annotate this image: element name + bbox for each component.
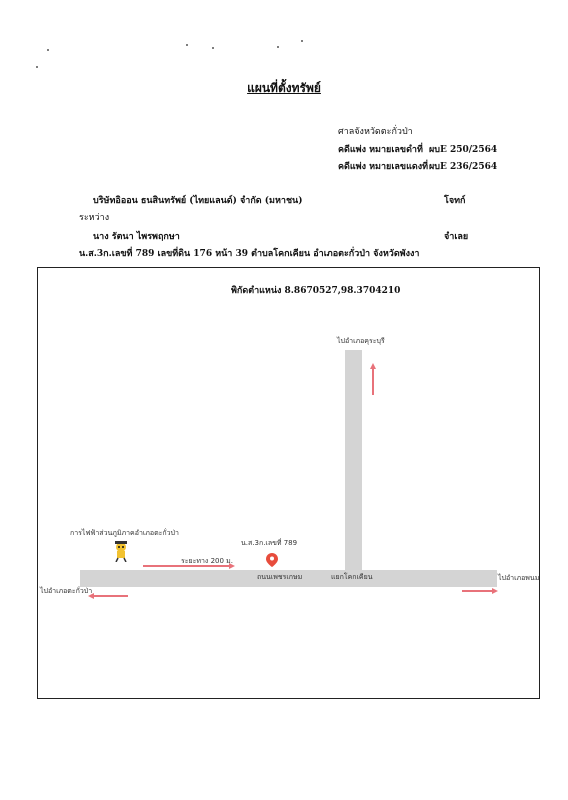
- location-pin-icon: [266, 552, 278, 566]
- scan-speck: [47, 49, 49, 51]
- label-electricity-office: การไฟฟ้าส่วนภูมิภาคอำเภอตะกั่วป่า: [70, 529, 179, 537]
- between-label: ระหว่าง: [79, 213, 110, 223]
- plaintiff-role: โจทก์: [444, 196, 466, 206]
- case-black-number: ผบE 250/2564: [429, 145, 498, 155]
- label-to-takua-pa: ไปอำเภอตะกั่วป่า: [40, 587, 93, 595]
- right-arrow-head: [492, 588, 498, 594]
- label-junction: แยกโคกเคียน: [331, 573, 373, 581]
- property-description: น.ส.3ก.เลขที่ 789 เลขที่ดิน 176 หน้า 39 ตำบลโคกเคียน อำเภอตะกั่วป่า จังหวัดพังงา: [79, 249, 420, 259]
- document-title: แผนที่ตั้งทรัพย์: [247, 81, 321, 95]
- north-road: [345, 350, 362, 572]
- scan-speck: [212, 47, 214, 49]
- scan-speck: [186, 44, 188, 46]
- north-arrow-head: [370, 363, 376, 369]
- map-coordinates: พิกัดตำแหน่ง 8.8670527,98.3704210: [231, 286, 401, 296]
- north-arrow-line: [372, 368, 374, 395]
- label-to-khura-buri: ไปอำเภอคุระบุรี: [337, 337, 385, 345]
- label-distance: ระยะทาง 200 ม.: [181, 557, 233, 565]
- map-frame: [37, 267, 540, 699]
- defendant-name: นาง รัตนา ไพรพฤกษา: [93, 232, 180, 242]
- scan-speck: [301, 40, 303, 42]
- court-name: ศาลจังหวัดตะกั่วป่า: [338, 127, 413, 137]
- scan-speck: [36, 66, 38, 68]
- left-arrow-line: [94, 595, 128, 597]
- label-road-name: ถนนเพชรเกษม: [257, 573, 303, 581]
- plaintiff-name: บริษัทอิออน ธนสินทรัพย์ (ไทยแลนด์) จำกัด (มหาชน): [93, 196, 303, 206]
- case-black-label: คดีแพ่ง หมายเลขดำที่: [338, 145, 423, 155]
- case-red-number: ผบE 236/2564: [429, 162, 498, 172]
- label-to-right: ไปอำเภอพนม: [498, 574, 540, 582]
- defendant-role: จำเลย: [444, 232, 469, 242]
- electricity-office-icon: [110, 538, 132, 562]
- scan-speck: [277, 46, 279, 48]
- left-arrow-head: [88, 593, 94, 599]
- case-red-label: คดีแพ่ง หมายเลขแดงที่: [338, 162, 429, 172]
- right-arrow-line: [462, 590, 492, 592]
- label-plot: น.ส.3ก.เลขที่ 789: [241, 539, 298, 547]
